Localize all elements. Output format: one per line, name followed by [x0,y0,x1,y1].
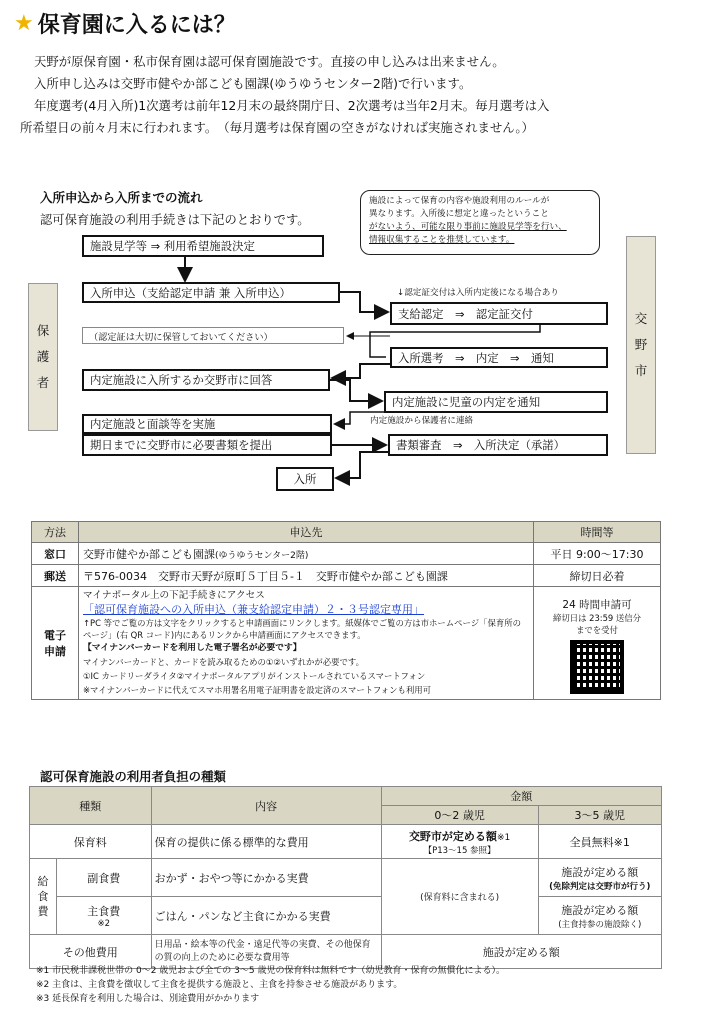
flow-box-interview: 内定施設と面談等を実施 [82,414,332,434]
fee-content-shushoku: ごはん・パンなど主食にかかる実費 [151,897,381,935]
flow-box-select: 入所選考 ⇒ 内定 ⇒ 通知 [390,347,608,368]
kyushoku-char: 給 [37,875,49,888]
online-line3: 【マイナンバーカードを利用した電子署名が必要です】 [83,643,302,653]
online-time [534,587,661,700]
fee-amount-hoikuryo-3-5: 全員無料※1 [538,825,661,859]
shushoku-label: 主食費 [87,904,121,918]
table-row [30,935,662,969]
fee-type-fukushoku: 副食費 [57,859,152,897]
fee-h-amount: 金額 [381,787,661,806]
table-header-row [32,522,661,543]
intro-line-1: 天野が原保育園・私市保育園は認可保育園施設です。直接の申し込みは出来ません。 [34,54,505,69]
col-method: 方法 [32,522,79,543]
fee-table [29,786,662,969]
intro-line-3: 年度選考(4月入所)1次選考は前年12月末の最終開庁日、2次選考は当年2月末。毎月選考は入 [34,98,550,113]
fee-ref: 【P13～15 参照】 [423,845,496,856]
table-row [30,897,662,935]
page-title: ★ 保育園に入るには？ [14,11,236,38]
fee-title: 認可保育施設の利用者負担の種類 [40,769,226,784]
arrow-select-answer [334,364,390,378]
online-line2: ↑PC 等でご覧の方は文字をクリックすると申請画面にリンクします。紙媒体でご覧の方は市ホームページ「保育所のページ」(右 QR コード)内にあるリンクから申請画面にアクセスできます。 [83,618,521,640]
advice-bubble [360,190,600,255]
method-online [32,587,79,700]
table-row [30,825,662,859]
fee-mark: ※1 [496,832,511,843]
online-line6: ※マイナンバーカードに代えてスマホ用署名用電子証明書を設定済のスマートフォンも利用可 [83,685,432,695]
fee-kyushoku [30,859,57,935]
city-char: 交 [634,311,648,326]
online-line1: マイナポータル上の下記手続きにアクセス [83,590,265,601]
flow-box-keep-cert: （認定証は大切に保管しておいてください） [82,327,344,344]
advice-line: 異なります。入所後に想定と違ったということ [369,209,549,219]
guardian-char: 護 [36,349,50,364]
fee-exemption: (免除判定は交野市が行う) [549,881,651,892]
flow-subtitle: 認可保育施設の利用手続きは下記のとおりです。 [40,213,310,227]
window-place-small: (ゆうゆうセンター2階) [215,550,309,561]
intro-line-4: 所希望日の前々月末に行われます。 （毎月選考は保育園の空きがなければ実施されません。） [20,120,534,135]
shushoku-mark: ※2 [97,918,111,929]
advice-line: 施設によって保育の内容や施設利用のルールが [369,196,550,206]
footnote-1: ※1 市民税非課税世帯の 0～2 歳児および全ての 3～5 歳児の保育料は無料です（幼児教育・保育の無償化による）。 [36,966,505,976]
table-row [30,859,662,897]
footnote-3: ※3 延長保育を利用した場合は、別途費用がかかります [36,994,260,1004]
flow-box-apply: 入所申込（支給認定申請 兼 入所申込） [82,282,340,303]
col-time: 時間等 [534,522,661,543]
flow-box-answer: 内定施設に入所するか交野市に回答 [82,369,330,391]
guardian-label [28,283,58,431]
table-row [32,543,661,565]
online-application-link[interactable]: 「認可保育施設への入所申込（兼支給認定申請）２・３号認定専用」 [83,603,424,616]
online-time1: 24 時間申請可 [562,599,632,611]
arrow-answer-notify [330,380,380,401]
online-label: 申請 [44,645,66,658]
online-line5: ①IC カードリーダライタ②マイナポータルアプリがインストールされているスマートフォン [83,671,426,681]
flow-title: 入所申込から入所までの流れ [40,190,203,205]
online-line4: マイナンバーカードと、カードを読み取るための①②いずれかが必要です。 [83,657,365,667]
online-label: 電子 [44,629,66,642]
fee-header-row [30,787,662,806]
fee-included: (保育料に含まれる) [381,859,538,935]
footnote-2: ※2 主食は、主食費を徴収して主食を提供する施設と、主食を持参させる施設があります。 [36,980,403,990]
qr-code-icon[interactable] [570,640,624,694]
fee-amount-other: 施設が定める額 [381,935,661,969]
window-place [79,543,534,565]
advice-line: がないよう、可能な限り事前に施設見学等を行い、 [369,222,567,232]
advice-line: 情報収集することを推奨しています。 [369,235,515,245]
city-char: 市 [634,363,648,378]
flow-box-review: 書類審査 ⇒ 入所決定（承諾） [388,434,608,456]
flow-box-cert: 支給認定 ⇒ 認定証交付 [390,302,608,325]
fee-amount-shushoku [538,897,661,935]
table-row [32,565,661,587]
fee-amount-fukushoku [538,859,661,897]
fee-type-hoikuryo: 保育料 [30,825,152,859]
intro-line-2: 入所申し込みは交野市健やか部こども園課(ゆうゆうセンター2階)で行います。 [34,76,472,91]
flow-box-enter: 入所 [276,467,334,491]
arrow-apply-cert [340,292,386,312]
fee-type-shushoku [57,897,152,935]
online-time2: 締切日は 23:59 送信分 [552,613,642,623]
cert-note: ↓認定証交付は入所内定後になる場合あり [397,288,559,298]
table-row [32,587,661,700]
fee-amount-hoikuryo-0-2 [381,825,538,859]
star-icon: ★ [14,11,34,36]
fee-h-content: 内容 [151,787,381,825]
fee-bring-own: (主食持参の施設除く) [558,919,642,930]
fee-type-other: その他費用 [30,935,152,969]
kyushoku-char: 費 [37,905,49,918]
fee-facility-amount: 施設が定める額 [561,903,639,917]
fee-content-fukushoku: おかず・おやつ等にかかる実費 [151,859,381,897]
application-table [31,521,661,700]
flow-box-docs: 期日までに交野市に必要書類を提出 [82,434,332,456]
fee-city-amount: 交野市が定める額 [408,829,497,843]
flow-box-visit: 施設見学等 ⇒ 利用希望施設決定 [82,235,324,257]
online-details [79,587,534,700]
fee-content-hoikuryo: 保育の提供に係る標準的な費用 [151,825,381,859]
mail-place: 〒576-0034 交野市天野が原町５丁目５-１ 交野市健やか部こども園課 [79,565,534,587]
col-destination: 申込先 [79,522,534,543]
contact-note: 内定施設から保護者に連絡 [370,416,474,426]
kyushoku-char: 食 [37,890,49,903]
fee-facility-amount: 施設が定める額 [561,865,639,879]
method-window: 窓口 [32,543,79,565]
fee-h-age1: 0～2 歳児 [381,806,538,825]
arrow-review-enter [338,452,388,478]
city-label [626,236,656,454]
fee-content-other: 日用品・絵本等の代金・遠足代等の実費、その他保育の質の向上のために必要な費用等 [151,935,381,969]
method-mail: 郵送 [32,565,79,587]
mail-time: 締切日必着 [534,565,661,587]
window-time: 平日 9:00～17:30 [534,543,661,565]
guardian-char: 保 [36,323,50,338]
guardian-char: 者 [36,375,50,390]
city-char: 野 [634,337,648,352]
flow-box-notify: 内定施設に児童の内定を通知 [384,391,608,413]
fee-h-age2: 3～5 歳児 [538,806,661,825]
fee-h-type: 種類 [30,787,152,825]
window-place-text: 交野市健やか部こども園課 [83,547,215,561]
online-time3: までを受付 [576,625,618,635]
